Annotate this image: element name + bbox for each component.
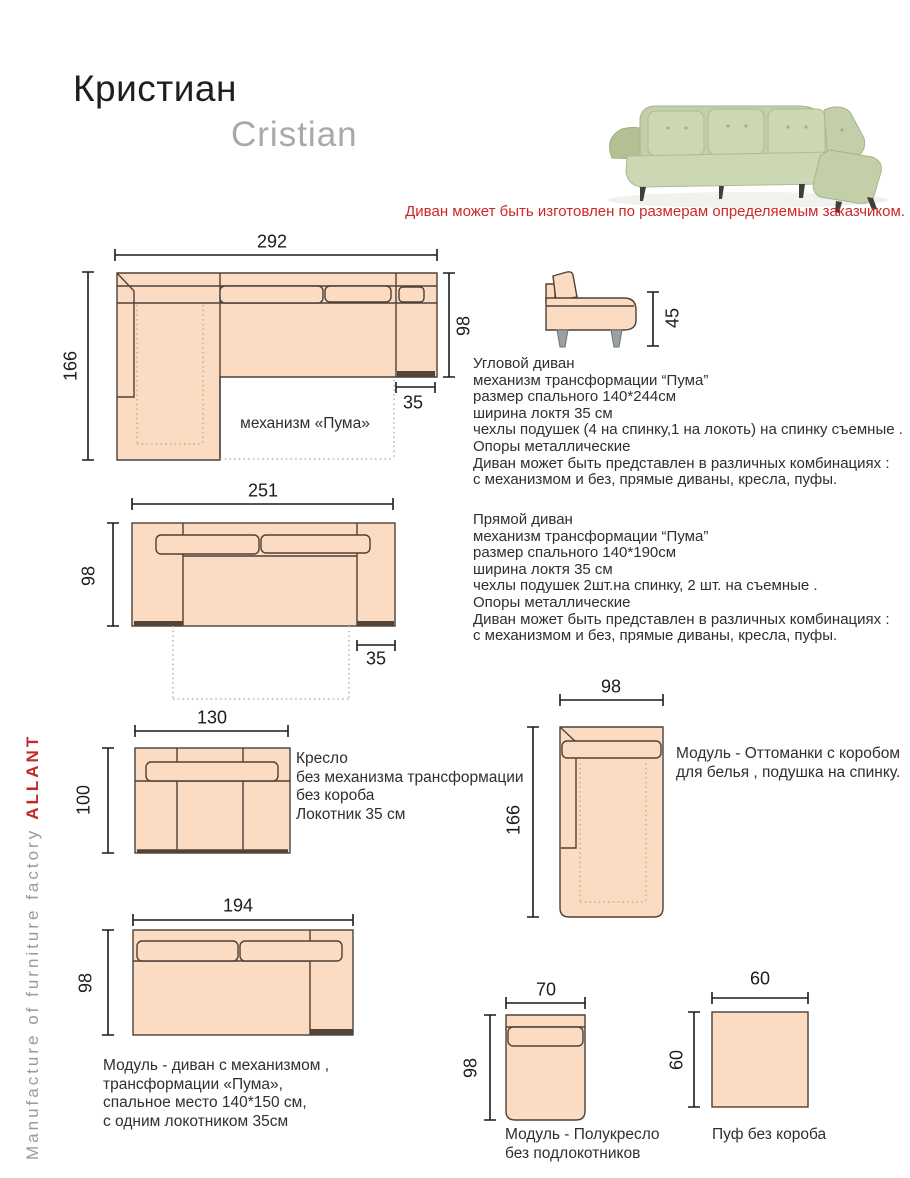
page-subtitle: Cristian — [231, 115, 358, 154]
ottoman-plan — [527, 694, 663, 917]
desc-line: спальное место 140*150 см, — [103, 1094, 307, 1112]
factory-caption-text: Manufacture of furniture factory — [23, 827, 42, 1160]
pouf-description — [712, 1126, 826, 1145]
module-sofa-description — [103, 1057, 329, 1131]
half-chair-plan — [484, 997, 585, 1120]
desc-line: Локотник 35 см — [296, 805, 406, 823]
desc-line: Диван может быть представлен в различных комбинациях : — [473, 610, 890, 628]
pouf-dim-width: 60 — [749, 968, 771, 989]
desc-line: Угловой диван — [473, 355, 575, 372]
desc-line: без короба — [296, 787, 375, 805]
straight-dim-depth: 98 — [78, 565, 99, 587]
desc-line: Модуль - Оттоманки с коробом — [676, 745, 901, 762]
desc-line: без подлокотников — [505, 1144, 641, 1162]
desc-line: размер спального 140*244см — [473, 388, 677, 406]
desc-line: механизм трансформации “Пума” — [473, 371, 709, 389]
straight-sofa-description — [473, 512, 889, 645]
desc-line: механизм трансформации “Пума” — [473, 527, 709, 545]
corner-dim-depth: 98 — [453, 315, 474, 337]
ottoman-dim-width: 98 — [600, 676, 622, 697]
custom-size-notice: Диван может быть изготовлен по размерам определяемым заказчиком. — [405, 203, 905, 220]
page-title: Кристиан — [73, 68, 237, 109]
desc-line: Опоры металлические — [473, 437, 631, 455]
ottoman-description — [676, 745, 900, 782]
half-chair-description — [505, 1126, 660, 1163]
half-chair-dim-width: 70 — [535, 979, 557, 1000]
armchair-description — [296, 750, 524, 824]
desc-line: чехлы подушек 2шт.на спинку, 2 шт. на съемные . — [473, 577, 818, 595]
pouf-plan — [688, 992, 808, 1107]
armchair-dim-depth: 100 — [73, 784, 94, 816]
desc-line: с механизмом и без, прямые диваны, кресла, пуфы. — [473, 471, 838, 489]
desc-line: без механизма трансформации — [296, 768, 524, 786]
module-dim-width: 194 — [222, 895, 254, 916]
desc-line: ширина локтя 35 см — [473, 404, 613, 422]
desc-line: Опоры металлические — [473, 593, 631, 611]
module-dim-depth: 98 — [75, 972, 96, 994]
desc-line: размер спального 140*190см — [473, 544, 677, 562]
desc-line: для белья , подушка на спинку. — [676, 763, 901, 781]
desc-line: ширина локтя 35 см — [473, 560, 613, 578]
factory-caption — [23, 734, 43, 1160]
pouf-dim-depth: 60 — [666, 1049, 687, 1071]
sofa-side-view — [546, 272, 659, 347]
half-chair-dim-depth: 98 — [460, 1057, 481, 1079]
desc-line: Кресло — [296, 750, 348, 767]
desc-line: Модуль - Полукресло — [505, 1126, 660, 1143]
armchair-dim-width: 130 — [196, 707, 228, 728]
corner-sofa-description — [473, 356, 903, 489]
desc-line: Пуф без короба — [712, 1126, 827, 1143]
corner-dim-armrest: 35 — [402, 392, 424, 413]
desc-line: Прямой диван — [473, 511, 573, 528]
corner-mechanism-label: механизм «Пума» — [240, 415, 370, 432]
corner-dim-height: 166 — [60, 350, 81, 382]
desc-line: Диван может быть представлен в различных комбинациях : — [473, 454, 890, 472]
desc-line: чехлы подушек (4 на спинку,1 на локоть) на спинку съемные . — [473, 421, 903, 439]
straight-dim-armrest: 35 — [365, 648, 387, 669]
desc-line: Модуль - диван с механизмом , — [103, 1057, 330, 1074]
desc-line: с механизмом и без, прямые диваны, кресла, пуфы. — [473, 627, 838, 645]
desc-line: с одним локотником 35см — [103, 1112, 289, 1130]
straight-sofa-plan — [107, 498, 395, 699]
straight-dim-width: 251 — [247, 480, 279, 501]
module-sofa-plan — [102, 914, 353, 1035]
corner-dim-width: 292 — [256, 231, 288, 252]
desc-line: трансформации «Пума», — [103, 1075, 283, 1093]
factory-brand: ALLANT — [23, 733, 42, 820]
ottoman-dim-length: 166 — [503, 804, 524, 836]
sofa-photo — [608, 106, 888, 213]
side-view-dim-height: 45 — [662, 307, 683, 329]
armchair-plan — [102, 725, 290, 853]
